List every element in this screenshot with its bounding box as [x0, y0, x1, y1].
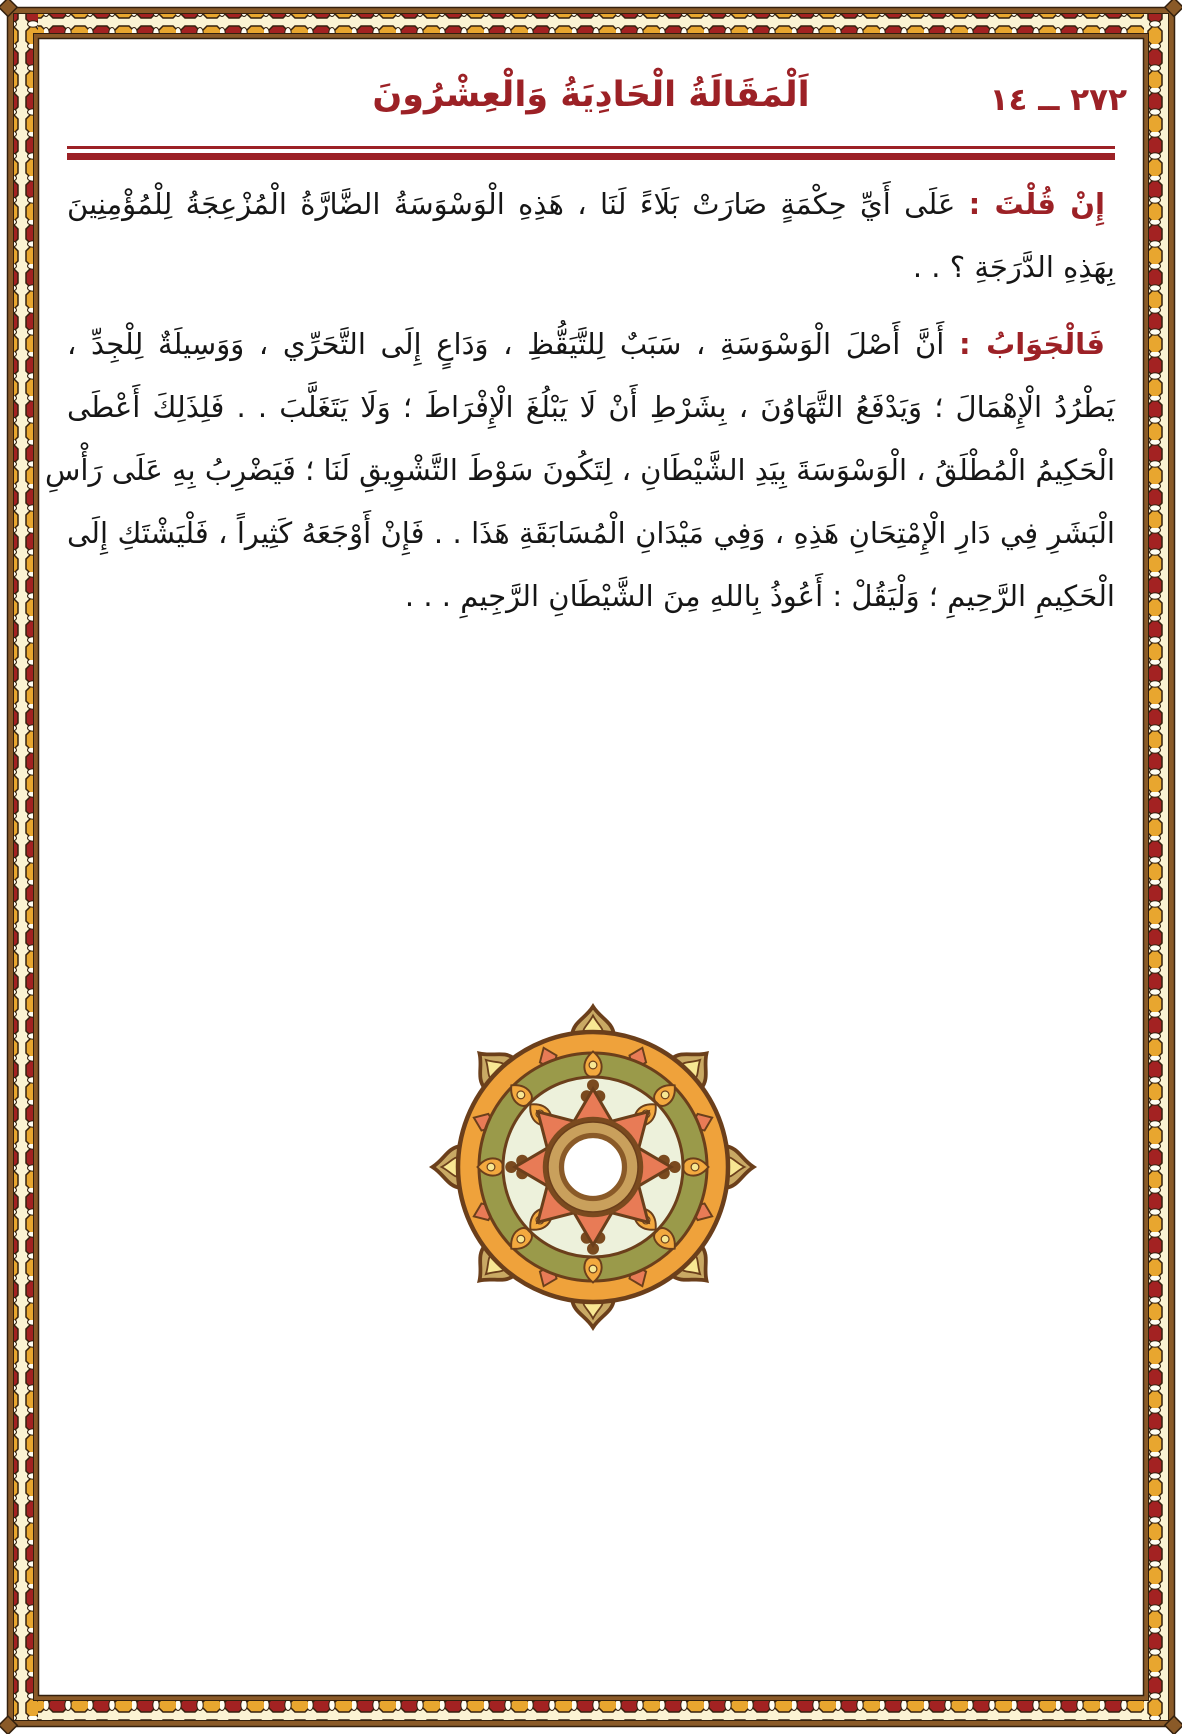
- page-title: اَلْمَقَالَةُ الْحَادِيَةُ وَالْعِشْرُونَ: [372, 75, 810, 115]
- lead-word-question: إِنْ قُلْتَ :: [968, 187, 1105, 221]
- line-text: أَنَّ أَصْلَ الْوَسْوَسَةِ ، سَبَبٌ لِلتَّيَقُّظِ ، وَدَاعٍ إِلَى التَّحَرِّي ، وَوَسِيلَةٌ لِلْجِدِّ ،: [67, 327, 945, 361]
- rosette-ornament: [428, 1002, 758, 1332]
- text-line: بِهَذِهِ الدَّرَجَةِ ؟ . .: [912, 250, 1115, 284]
- header-rule-thick-line: [67, 153, 1115, 160]
- paragraph-answer: [45, 313, 1115, 628]
- text-line: الْحَكِيمِ الرَّحِيمِ ؛ وَلْيَقُلْ : أَعُوذُ بِاللهِ مِنَ الشَّيْطَانِ الرَّجِيمِ . . .: [404, 579, 1115, 613]
- text-line: [67, 313, 1115, 376]
- line-text: عَلَى أَيِّ حِكْمَةٍ صَارَتْ بَلَاءً لَنَا ، هَذِهِ الْوَسْوَسَةُ الضَّارَّةُ الْمُزْعِجَةُ لِلْمُؤْمِنِينَ: [67, 187, 956, 221]
- lead-word-answer: فَالْجَوَابُ :: [958, 327, 1106, 361]
- page-content: [45, 0, 1127, 642]
- page-number: ٢٧٢ ــ ١٤: [989, 82, 1127, 118]
- header-rule-thin-line: [67, 146, 1115, 149]
- text-line: يَطْرُدُ الْإِهْمَالَ ؛ وَيَدْفَعُ التَّهَاوُنَ ، بِشَرْطِ أَنْ لَا يَبْلُغَ الْإِفْرَاطَ ؛ وَلَا يَتَغَلَّبَ . . فَلِذَلِكَ أَعْطَى: [67, 390, 1115, 424]
- text-line: الْحَكِيمُ الْمُطْلَقُ ، الْوَسْوَسَةَ بِيَدِ الشَّيْطَانِ ، لِتَكُونَ سَوْطَ التَّشْوِيقِ لَنَا ؛ فَيَضْرِبُ بِهِ عَلَى رَأْسِ: [45, 453, 1115, 487]
- header-rule: [67, 146, 1115, 160]
- paragraph-question: [67, 173, 1115, 299]
- page-header: [67, 56, 1127, 142]
- body-text: [45, 173, 1115, 628]
- text-line: [67, 173, 1115, 236]
- text-line: الْبَشَرِ فِي دَارِ الْإِمْتِحَانِ هَذِهِ ، وَفِي مَيْدَانِ الْمُسَابَقَةِ هَذَا . . فَإِنْ أَوْجَعَهُ كَثِيراً ، فَلْيَشْتَكِ إِلَى: [67, 516, 1115, 550]
